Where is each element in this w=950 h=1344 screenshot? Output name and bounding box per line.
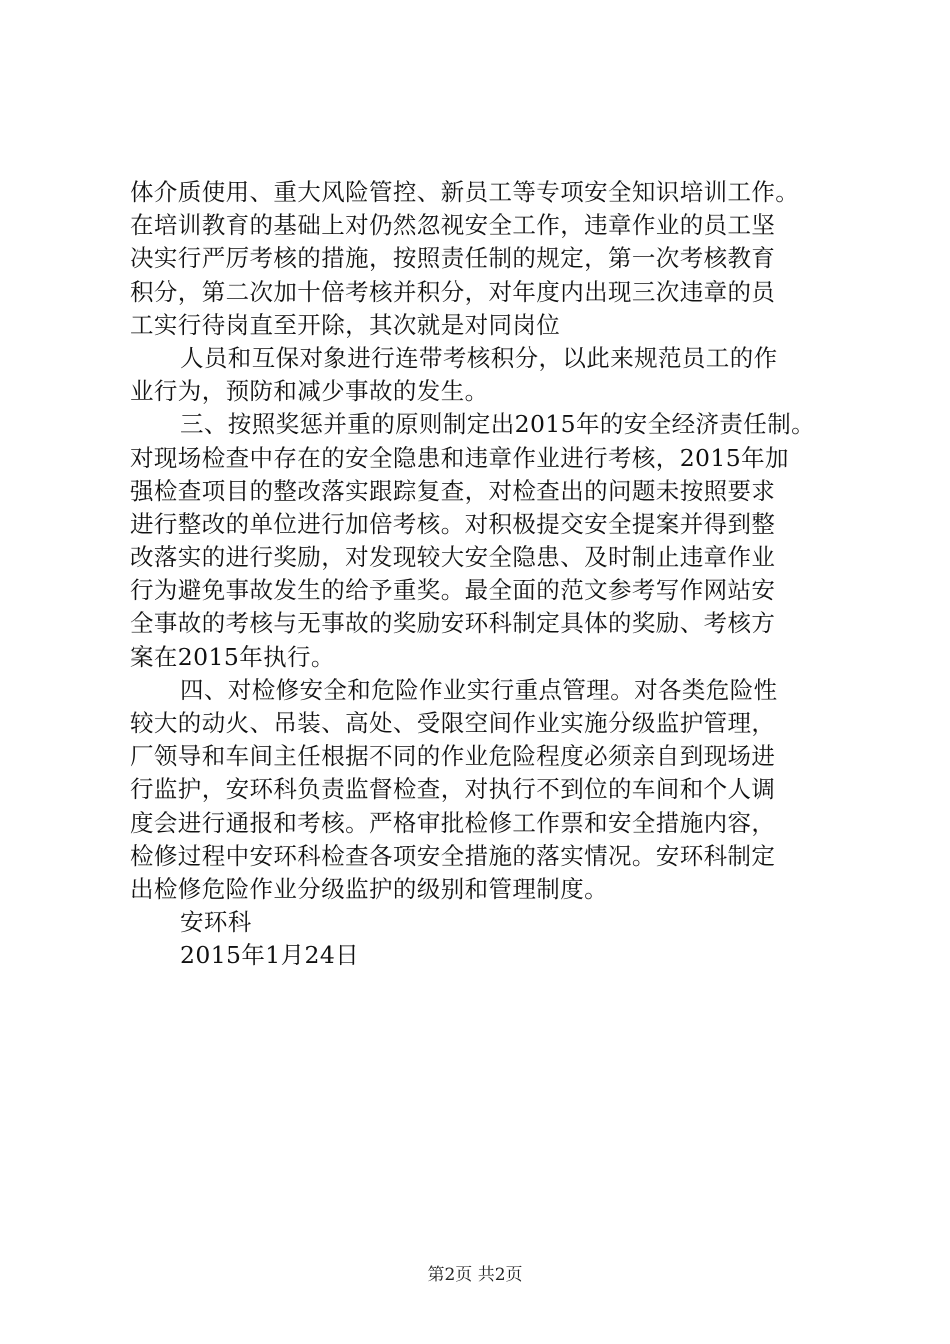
text-line: 检修过程中安环科检查各项安全措施的落实情况。安环科制定 bbox=[130, 841, 776, 870]
text-line: 对现场检查中存在的安全隐患和违章作业进行考核，2015年加 bbox=[130, 443, 789, 472]
text-line: 度会进行通报和考核。严格审批检修工作票和安全措施内容， bbox=[130, 808, 776, 837]
text-line: 工实行待岗直至开除，其次就是对同岗位 bbox=[130, 310, 561, 339]
text-line: 体介质使用、重大风险管控、新员工等专项安全知识培训工作。 bbox=[130, 178, 800, 206]
text-line: 全事故的考核与无事故的奖励安环科制定具体的奖励、考核方 bbox=[130, 609, 776, 638]
signature-date: 2015年1月24日 bbox=[180, 941, 360, 970]
signature-department: 安环科 bbox=[180, 908, 252, 937]
document-body bbox=[130, 176, 860, 973]
text-line: 强检查项目的整改落实跟踪复查，对检查出的问题未按照要求 bbox=[130, 476, 776, 505]
text-line: 在培训教育的基础上对仍然忽视安全工作，违章作业的员工坚 bbox=[130, 211, 776, 240]
text-line: 出检修危险作业分级监护的级别和管理制度。 bbox=[130, 874, 608, 903]
paragraph-start-line: 三、按照奖惩并重的原则制定出2015年的安全经济责任制。 bbox=[180, 410, 816, 439]
text-line: 案在2015年执行。 bbox=[130, 642, 335, 671]
text-line: 行为避免事故发生的给予重奖。最全面的范文参考写作网站安 bbox=[130, 576, 776, 605]
text-line: 进行整改的单位进行加倍考核。对积极提交安全提案并得到整 bbox=[130, 509, 776, 538]
paragraph-start-line: 人员和互保对象进行连带考核积分，以此来规范员工的作 bbox=[180, 343, 778, 372]
text-line: 较大的动火、吊装、高处、受限空间作业实施分级监护管理， bbox=[130, 709, 776, 737]
page-footer: 第2页 共2页 bbox=[427, 1265, 523, 1285]
text-line: 行监护，安环科负责监督检查，对执行不到位的车间和个人调 bbox=[130, 775, 776, 804]
text-line: 积分，第二次加十倍考核并积分，对年度内出现三次违章的员 bbox=[130, 277, 776, 306]
paragraph-start-line: 四、对检修安全和危险作业实行重点管理。对各类危险性 bbox=[180, 675, 778, 704]
text-line: 业行为，预防和减少事故的发生。 bbox=[130, 377, 489, 406]
text-line: 改落实的进行奖励，对发现较大安全隐患、及时制止违章作业 bbox=[130, 543, 776, 572]
text-line: 决实行严厉考核的措施，按照责任制的规定，第一次考核教育 bbox=[130, 244, 776, 273]
text-line: 厂领导和车间主任根据不同的作业危险程度必须亲自到现场进 bbox=[130, 742, 776, 771]
